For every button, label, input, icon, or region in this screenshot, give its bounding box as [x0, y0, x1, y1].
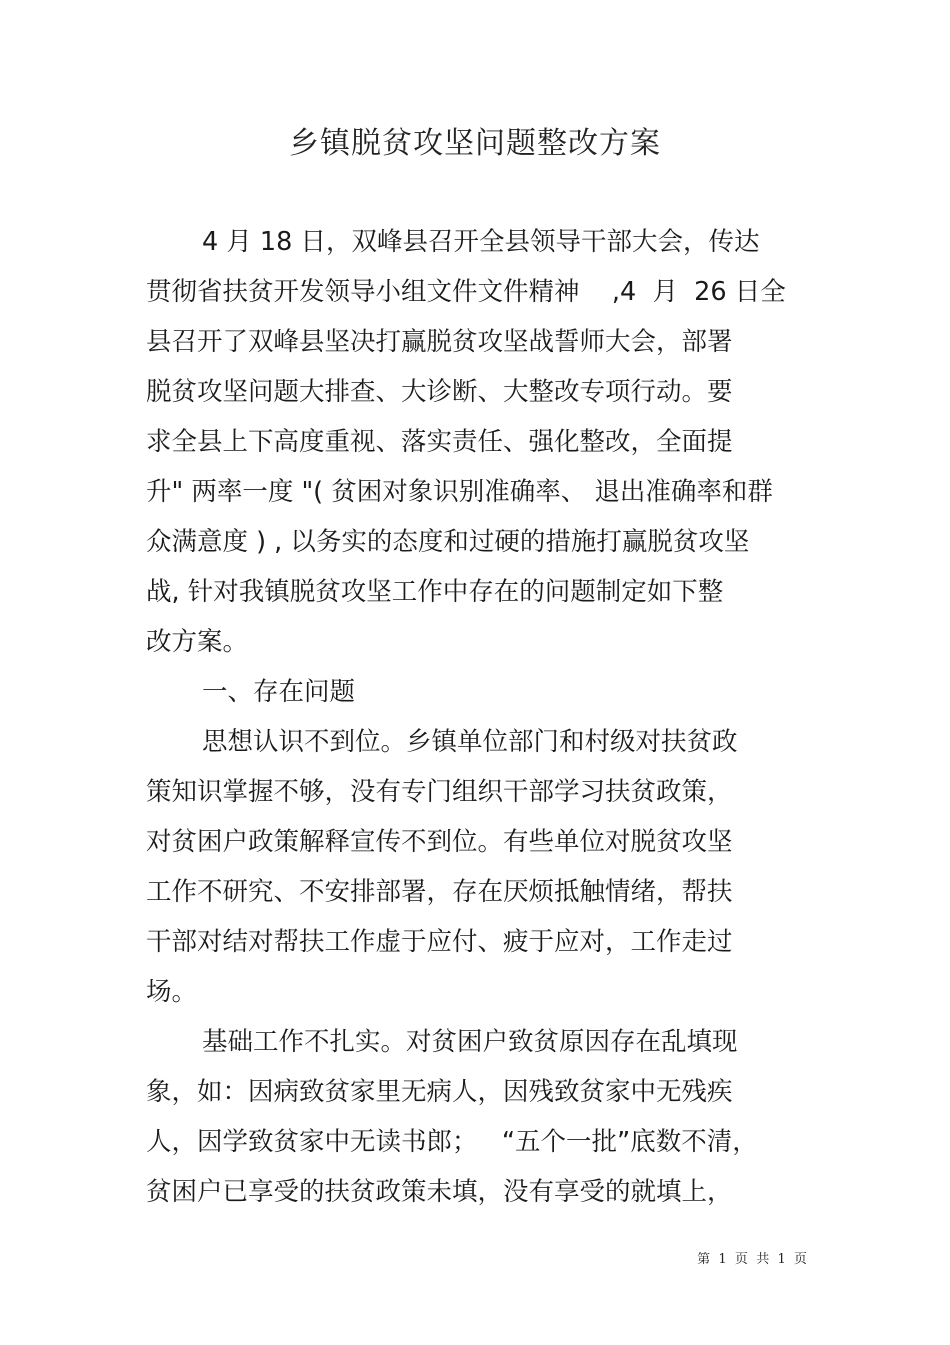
paragraph-line: 对贫困户政策解释宣传不到位。有些单位对脱贫攻坚 [146, 827, 733, 857]
paragraph-line: 4 月 18 日，双峰县召开全县领导干部大会，传达 [202, 227, 760, 257]
paragraph-line: 象，如：因病致贫家里无病人，因残致贫家中无残疾 [146, 1077, 733, 1107]
paragraph-line: 干部对结对帮扶工作虚于应付、疲于应对，工作走过 [146, 927, 733, 957]
paragraph-line: 众满意度 ) , 以务实的态度和过硬的措施打赢脱贫攻坚 [146, 527, 750, 557]
paragraph-line: 脱贫攻坚问题大排查、大诊断、大整改专项行动。要 [146, 377, 733, 407]
paragraph-line: 场。 [146, 977, 198, 1007]
paragraph-line: 人，因学致贫家中无读书郎； “五个一批”底数不清， [146, 1127, 758, 1157]
paragraph-line: 贫困户已享受的扶贫政策未填，没有享受的就填上， [146, 1177, 733, 1207]
paragraph-line: 工作不研究、不安排部署，存在厌烦抵触情绪，帮扶 [146, 877, 733, 907]
document-title: 乡镇脱贫攻坚问题整改方案 [289, 126, 661, 161]
paragraph-line: 贯彻省扶贫开发领导小组文件文件精神 ,4 月 26 日全 [146, 277, 786, 307]
page-number: 第 1 页 共 1 页 [697, 1252, 807, 1267]
paragraph-line: 基础工作不扎实。对贫困户致贫原因存在乱填现 [202, 1027, 738, 1057]
section-heading: 一、存在问题 [202, 677, 356, 707]
paragraph-line: 县召开了双峰县坚决打赢脱贫攻坚战誓师大会，部署 [146, 327, 733, 357]
paragraph-line: 策知识掌握不够，没有专门组织干部学习扶贫政策， [146, 777, 733, 807]
paragraph-line: 改方案。 [146, 627, 249, 657]
paragraph-line: 升" 两率一度 "( 贫困对象识别准确率、 退出准确率和群 [146, 477, 773, 507]
paragraph-line: 求全县上下高度重视、落实责任、强化整改，全面提 [146, 427, 733, 457]
paragraph-line: 战, 针对我镇脱贫攻坚工作中存在的问题制定如下整 [146, 577, 724, 607]
paragraph-line: 思想认识不到位。乡镇单位部门和村级对扶贫政 [202, 727, 738, 757]
